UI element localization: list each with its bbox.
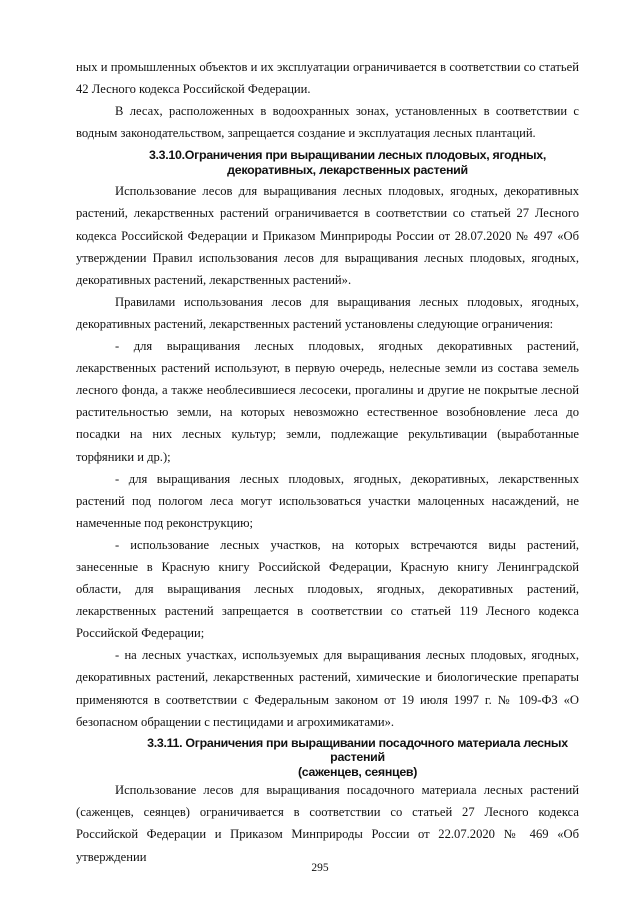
- paragraph: В лесах, расположенных в водоохранных зонах, установленных в соответствии с водным законодательством, запрещается создание и эксплуатация лесных плантаций.: [76, 104, 579, 141]
- section-heading-3-3-10: [76, 148, 579, 177]
- section-heading-3-3-11: [76, 736, 579, 780]
- paragraph: Правилами использования лесов для выращивания лесных плодовых, ягодных, декоративных растений, лекарственных растений установлены следующие ограничения:: [76, 294, 579, 331]
- heading-line: 3.3.10.Ограничения при выращивании лесных плодовых, ягодных,: [148, 148, 547, 163]
- list-item: - для выращивания лесных плодовых, ягодных декоративных растений, лекарственных растений используют, в первую очередь, нелесные земли из состава земель лесного фонда, а также необлесившиеся лесосеки, прогалины и другие не покрытые лесной растительностью земли, на которых невозможно естественное возобновление леса до посадки на них лесных культур; земли, подлежащие рекультивации (выработанные торфяники и др.);: [76, 339, 579, 464]
- heading-line: декоративных, лекарственных растений: [227, 162, 468, 177]
- list-item: - использование лесных участков, на которых встречаются виды растений, занесенные в Красную книгу Российской Федерации, Красную книгу Ленинградской области, для выращивания лесных плодовых, ягодных, декоративных растений, лекарственных растений запрещается в соответствии со статьей 119 Лесного кодекса Российской Федерации;: [76, 537, 579, 641]
- list-item: - на лесных участках, используемых для выращивания лесных плодовых, ягодных, декоративных растений, лекарственных растений, химические и биологические препараты применяются в соответствии с Федеральным законом от 19 июля 1997 г. № 109-ФЗ «О безопасном обращении с пестицидами и агрохимикатами».: [76, 648, 579, 729]
- heading-line: 3.3.11. Ограничения при выращивании посадочного материала лесных растений: [147, 735, 568, 765]
- page-number: 295: [311, 862, 329, 874]
- paragraph: Использование лесов для выращивания лесных плодовых, ягодных, декоративных растений, лекарственных растений ограничивается в соответствии со статьей 27 Лесного кодекса Российской Федерации и Приказом Минприроды России от 28.07.2020 № 497 «Об утверждении Правил использования лесов для выращивания лесных плодовых, ягодных, декоративных растений, лекарственных растений».: [76, 184, 579, 287]
- page-content: [76, 56, 579, 868]
- paragraph: ных и промышленных объектов и их эксплуатации ограничивается в соответствии со статьей 42 Лесного кодекса Российской Федерации.: [76, 60, 579, 97]
- paragraph: Использование лесов для выращивания посадочного материала лесных растений (саженцев, сеянцев) ограничивается в соответствии со статьей 27 Лесного кодекса Российской Федерации и Приказом Минприроды России от 22.07.2020 № 469 «Об утверждении: [76, 783, 579, 864]
- list-item: - для выращивания лесных плодовых, ягодных, декоративных, лекарственных растений под пологом леса могут использоваться участки малоценных насаждений, не намеченные под реконструкцию;: [76, 471, 579, 530]
- heading-line: (саженцев, сеянцев): [297, 764, 418, 779]
